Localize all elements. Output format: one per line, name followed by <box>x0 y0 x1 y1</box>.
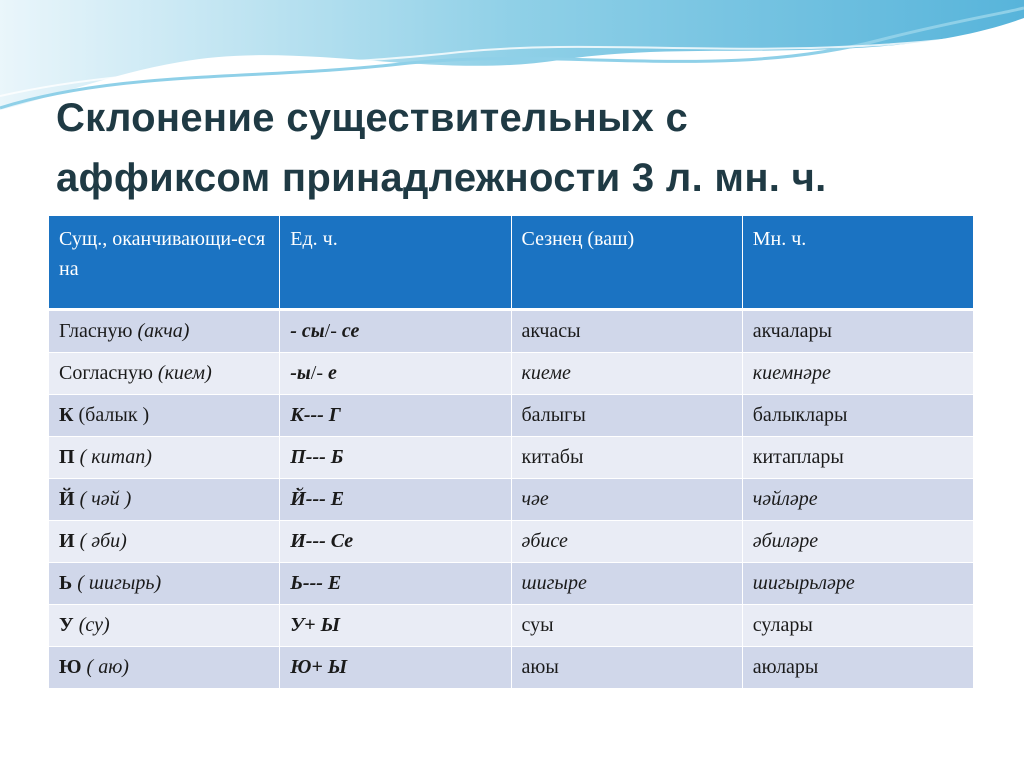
slide-title-line-1: Склонение существительных с <box>56 96 689 140</box>
cell-your: чәе <box>511 479 742 521</box>
cell-ending: Согласную (кием) <box>49 353 280 395</box>
cell-your: әбисе <box>511 521 742 563</box>
cell-ending: Ь ( шигырь) <box>49 563 280 605</box>
cell-ending: Й ( чәй ) <box>49 479 280 521</box>
cell-singular: -ы/- е <box>280 353 511 395</box>
header-ending: Сущ., оканчивающи-еся на <box>49 216 280 310</box>
cell-singular: Ь--- Е <box>280 563 511 605</box>
cell-singular: Й--- Е <box>280 479 511 521</box>
cell-plural: чәйләре <box>742 479 973 521</box>
table-row <box>49 437 974 479</box>
cell-your: акчасы <box>511 310 742 353</box>
table-row <box>49 563 974 605</box>
cell-plural: акчалары <box>742 310 973 353</box>
cell-singular: И--- Се <box>280 521 511 563</box>
table-row <box>49 521 974 563</box>
slide-title <box>56 88 956 208</box>
cell-ending: У (су) <box>49 605 280 647</box>
header-your: Сезнең (ваш) <box>511 216 742 310</box>
table-row <box>49 479 974 521</box>
cell-plural: сулары <box>742 605 973 647</box>
cell-your: шигыре <box>511 563 742 605</box>
cell-plural: киемнәре <box>742 353 973 395</box>
table-row <box>49 647 974 689</box>
header-plural: Мн. ч. <box>742 216 973 310</box>
cell-plural: аюлары <box>742 647 973 689</box>
table-row <box>49 605 974 647</box>
cell-your: суы <box>511 605 742 647</box>
table-row <box>49 310 974 353</box>
cell-singular: У+ Ы <box>280 605 511 647</box>
cell-singular: - сы/- се <box>280 310 511 353</box>
table-header-row <box>49 216 974 310</box>
cell-plural: шигырьләре <box>742 563 973 605</box>
cell-ending: И ( әби) <box>49 521 280 563</box>
cell-ending: Гласную (акча) <box>49 310 280 353</box>
cell-singular: Ю+ Ы <box>280 647 511 689</box>
table-row <box>49 353 974 395</box>
cell-your: китабы <box>511 437 742 479</box>
table-row <box>49 395 974 437</box>
cell-ending: П ( китап) <box>49 437 280 479</box>
cell-your: аюы <box>511 647 742 689</box>
cell-plural: әбиләре <box>742 521 973 563</box>
cell-singular: К--- Г <box>280 395 511 437</box>
cell-your: киеме <box>511 353 742 395</box>
slide-title-line-2: аффиксом принадлежности 3 л. мн. ч. <box>56 156 827 200</box>
cell-your: балыгы <box>511 395 742 437</box>
header-singular: Ед. ч. <box>280 216 511 310</box>
declension-table <box>48 215 974 689</box>
cell-plural: балыклары <box>742 395 973 437</box>
cell-ending: К (балык ) <box>49 395 280 437</box>
cell-plural: китаплары <box>742 437 973 479</box>
cell-singular: П--- Б <box>280 437 511 479</box>
cell-ending: Ю ( аю) <box>49 647 280 689</box>
